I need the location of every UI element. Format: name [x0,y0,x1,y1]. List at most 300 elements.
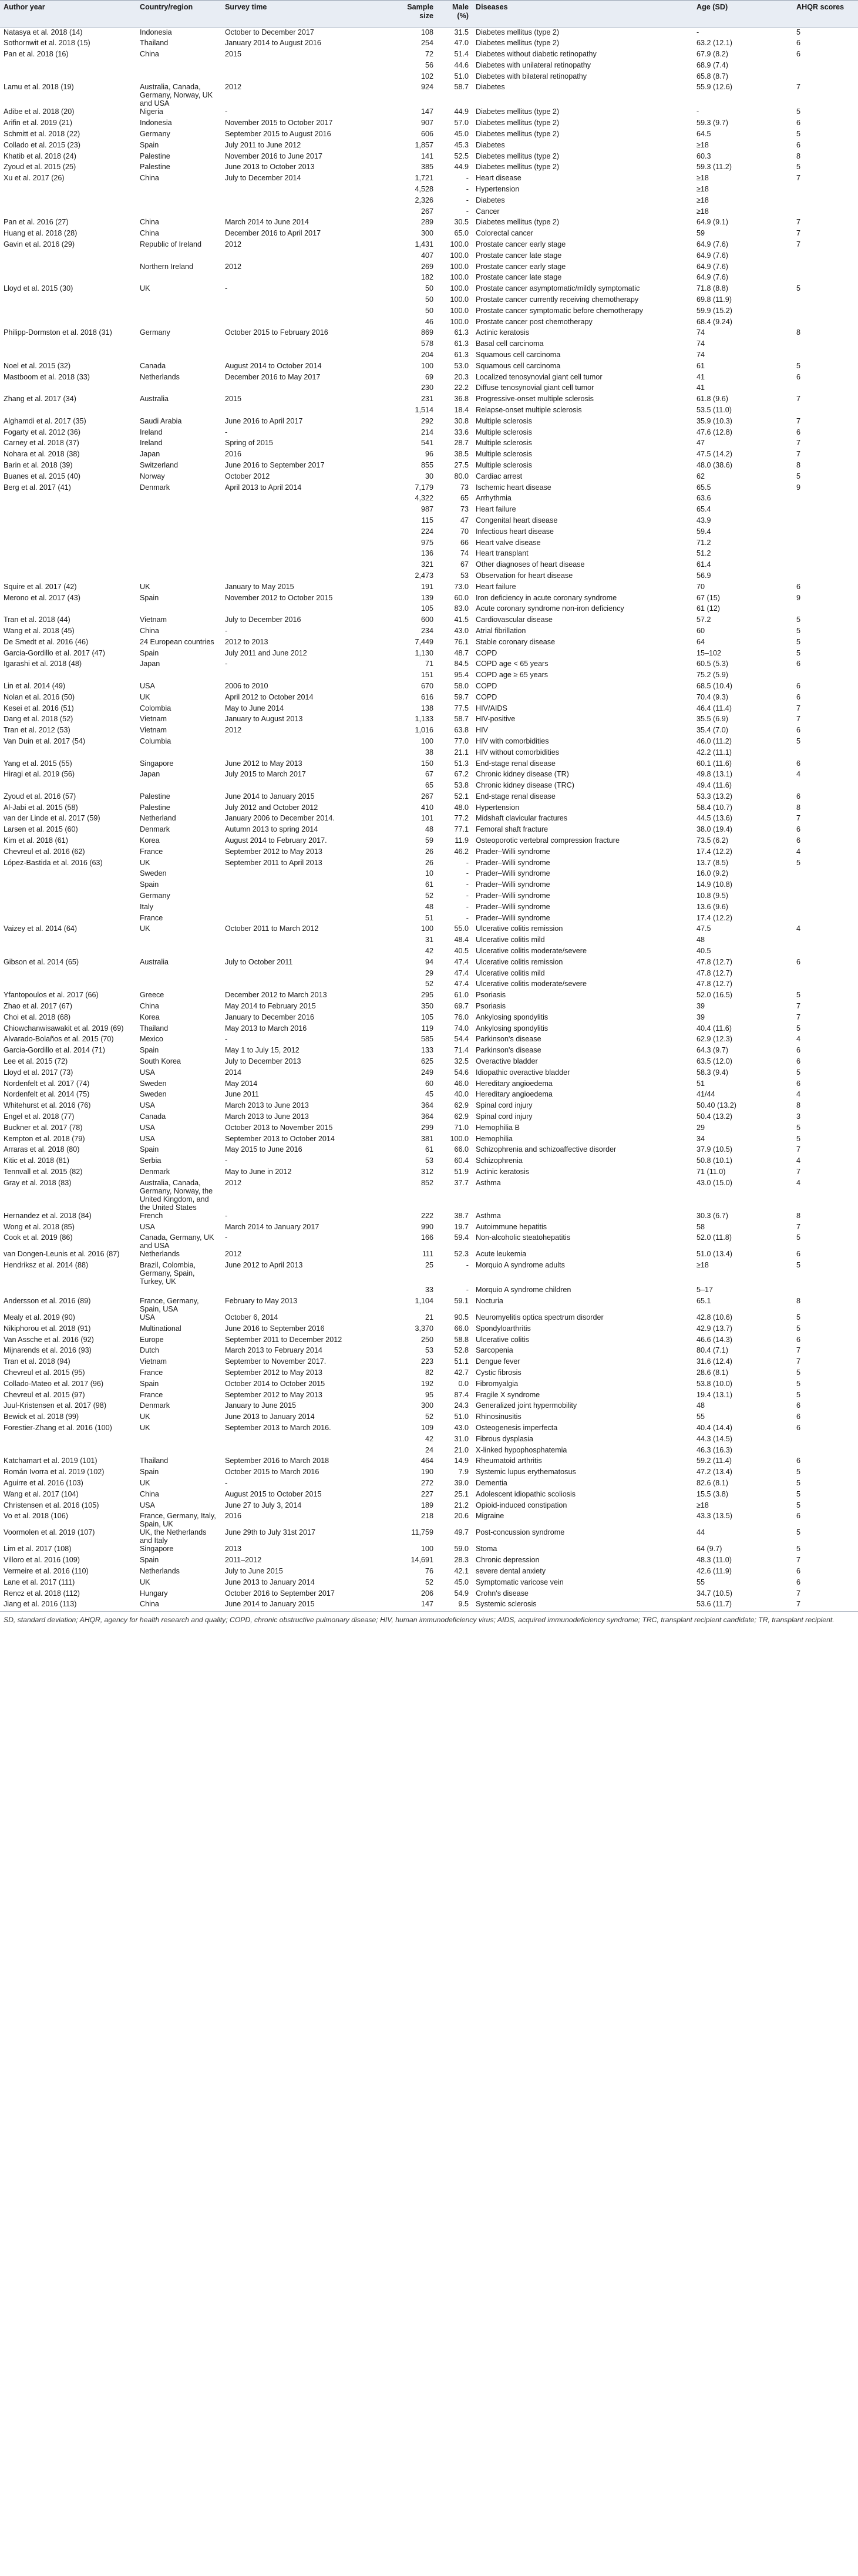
cell-author-year [0,947,136,958]
cell-male-percent: 61.0 [454,991,469,1000]
cell-sample-size: 600 [420,616,433,624]
cell-male-percent: 76.0 [454,1013,469,1021]
cell-age-sd: 40.4 (11.6) [697,1024,732,1033]
cell-country-region [136,273,221,284]
cell-sample-size: 292 [420,416,433,425]
cell-country-region: Nigeria [140,107,163,116]
cell-survey-time: October to December 2017 [225,28,314,36]
cell-sample-size: 852 [420,1178,433,1187]
cell-disease: Diffuse tenosynovial giant cell tumor [476,384,594,392]
cell-country-region: Brazil, Colombia, Germany, Spain, Turkey, UK [140,1261,196,1286]
cell-disease: Congenital heart disease [476,516,558,524]
cell-age-sd: 47.8 (12.7) [697,968,732,977]
cell-disease: Schizophrenia and schizoaffective disorder [476,1145,617,1154]
cell-disease: Prostate cancer late stage [476,251,562,260]
cell-survey-time: June 29th to July 31st 2017 [225,1528,316,1537]
cell-age-sd: 61.8 (9.6) [697,395,728,403]
cell-country-region: Ireland [140,428,163,436]
cell-ahqr-score [793,494,858,505]
table-row [0,1401,858,1413]
cell-author-year: Wang et al. 2018 (45) [4,626,75,635]
cell-survey-time: - [225,428,228,436]
cell-ahqr-score [793,539,858,550]
cell-survey-time: 2012 [225,1178,242,1187]
cell-ahqr-score: 6 [796,1250,801,1259]
cell-male-percent: 38.7 [454,1211,469,1220]
cell-country-region: Republic of Ireland [140,240,202,249]
table-row [0,649,858,660]
cell-sample-size: 222 [420,1211,433,1220]
cell-country-region: USA [140,1068,155,1077]
cell-male-percent: 61.3 [454,339,469,348]
cell-country-region: USA [140,1222,155,1231]
cell-survey-time: March 2013 to June 2013 [225,1101,309,1110]
cell-ahqr-score: 6 [796,1512,801,1521]
cell-sample-size: 321 [420,560,433,569]
cell-disease: Hypertension [476,803,520,812]
cell-disease: Squamous cell carcinoma [476,361,561,370]
cell-author-year: Philipp-Dormston et al. 2018 (31) [4,328,112,337]
cell-survey-time: January to May 2015 [225,582,294,591]
cell-sample-size: 53 [425,1346,433,1355]
table-row [0,174,858,185]
cell-survey-time: - [225,107,228,116]
cell-sample-size: 100 [420,1545,433,1553]
cell-disease: Diabetes mellitus (type 2) [476,163,560,171]
table-row [0,1380,858,1391]
cell-survey-time: June 27 to July 3, 2014 [225,1501,302,1509]
cell-country-region [136,251,221,263]
cell-sample-size: 111 [422,1250,433,1259]
cell-country-region [136,527,221,539]
table-row [0,560,858,571]
cell-age-sd: 46.3 (16.3) [697,1445,732,1454]
cell-country-region [136,318,221,329]
cell-survey-time: - [225,1478,228,1487]
cell-male-percent: 65.0 [454,229,469,238]
cell-author-year: Yfantopoulos et al. 2017 (66) [4,991,99,1000]
cell-author-year: Garcia-Gordillo et al. 2017 (47) [4,648,105,657]
cell-survey-time [221,903,401,914]
table-row [0,1261,858,1286]
cell-survey-time: Spring of 2015 [225,439,273,448]
cell-author-year [0,560,136,571]
cell-author-year: Zyoud et al. 2016 (57) [4,792,76,801]
cell-survey-time: May 2015 to June 2016 [225,1145,302,1154]
cell-ahqr-score [793,263,858,274]
cell-country-region: China [140,50,159,59]
cell-survey-time: March 2014 to June 2014 [225,218,309,227]
cell-survey-time: 2014 [225,1068,242,1077]
cell-age-sd: 62 [697,472,705,480]
cell-disease: Osteogenesis imperfecta [476,1423,558,1432]
cell-age-sd: 15–102 [697,648,722,657]
cell-male-percent: 27.5 [454,460,469,469]
cell-sample-size: 56 [425,60,433,69]
cell-country-region: Sweden [140,1090,167,1099]
cell-age-sd: 64.9 (7.6) [697,273,728,282]
cell-survey-time [221,936,401,947]
table-row [0,1589,858,1600]
cell-survey-time: July 2012 and October 2012 [225,803,318,812]
cell-disease: Heart valve disease [476,538,541,547]
cell-country-region [136,61,221,72]
cell-disease: COPD age < 65 years [476,660,549,668]
table-row [0,1233,858,1250]
cell-disease: Systemic lupus erythematosus [476,1468,576,1477]
table-row [0,704,858,715]
cell-age-sd: 65.4 [697,505,711,514]
cell-survey-time [221,351,401,362]
table-row [0,1578,858,1589]
cell-ahqr-score: 5 [796,991,801,1000]
table-row [0,61,858,72]
cell-survey-time: June 2011 [225,1090,259,1099]
cell-disease: Diabetes mellitus (type 2) [476,152,560,160]
header-age-sd: Age (SD) [693,1,793,28]
cell-survey-time: May 2013 to March 2016 [225,1024,307,1033]
cell-country-region [136,185,221,196]
cell-country-region [136,196,221,207]
cell-country-region: USA [140,1101,155,1110]
cell-country-region: Japan [140,770,160,779]
cell-male-percent: 77.5 [454,704,469,712]
cell-author-year: Chevreul et al. 2015 (97) [4,1390,85,1399]
cell-author-year: Adibe et al. 2018 (20) [4,107,75,116]
cell-sample-size: 76 [425,1566,433,1575]
cell-author-year [0,748,136,759]
cell-age-sd: 68.4 (9.24) [697,317,732,326]
cell-male-percent: 20.3 [454,372,469,381]
cell-survey-time: July to December 2013 [225,1057,301,1066]
cell-country-region: Singapore [140,1545,174,1553]
cell-age-sd: 64.9 (7.6) [697,251,728,260]
cell-male-percent: 20.6 [454,1512,469,1521]
cell-author-year: López-Bastida et al. 2016 (63) [4,858,103,867]
cell-ahqr-score [793,273,858,284]
cell-disease: COPD age ≥ 65 years [476,671,549,680]
cell-age-sd: 48 [697,1401,705,1410]
cell-disease: Actinic keratosis [476,1167,529,1176]
cell-disease: Prader–Willi syndrome [476,858,550,867]
cell-survey-time: January 2014 to August 2016 [225,39,321,48]
cell-age-sd: 50.8 (10.1) [697,1156,732,1165]
cell-disease: Dementia [476,1478,507,1487]
cell-disease: Schizophrenia [476,1156,523,1165]
cell-country-region: Palestine [140,152,170,160]
cell-male-percent: 60.0 [454,593,469,602]
cell-author-year [0,969,136,980]
cell-country-region: USA [140,681,155,690]
cell-age-sd: 63.5 (12.0) [697,1057,732,1066]
cell-sample-size: 105 [420,604,433,613]
cell-male-percent: 31.0 [454,1434,469,1443]
cell-male-percent: 100.0 [450,240,469,249]
cell-sample-size: 312 [420,1167,433,1176]
cell-disease: Prader–Willi syndrome [476,892,550,900]
table-row [0,848,858,859]
cell-age-sd: 31.6 (12.4) [697,1357,732,1366]
cell-ahqr-score: 6 [796,726,801,735]
cell-country-region: Netherland [140,814,176,823]
cell-author-year [0,185,136,196]
cell-ahqr-score [793,748,858,759]
cell-author-year: Alvarado-Bolaños et al. 2015 (70) [4,1035,114,1044]
cell-male-percent: - [466,892,469,900]
cell-ahqr-score: 5 [796,1468,801,1477]
cell-survey-time [221,505,401,516]
cell-author-year: Barin et al. 2018 (39) [4,460,73,469]
cell-author-year: Rencz et al. 2018 (112) [4,1589,80,1598]
cell-male-percent: 74 [460,549,469,558]
cell-disease: Heart disease [476,174,521,183]
cell-sample-size: 61 [425,880,433,889]
cell-age-sd: 43.9 [697,516,711,524]
cell-author-year [0,384,136,395]
cell-male-percent: 90.5 [454,1313,469,1321]
cell-age-sd: 59.9 (15.2) [697,306,732,315]
cell-survey-time [221,72,401,83]
cell-age-sd: 58 [697,1222,705,1231]
cell-disease: Iron deficiency in acute coronary syndrome [476,593,617,602]
cell-ahqr-score [793,406,858,417]
cell-ahqr-score: 5 [796,1233,801,1242]
cell-disease: Ulcerative colitis mild [476,968,545,977]
cell-author-year: Voormolen et al. 2019 (107) [4,1528,95,1537]
cell-disease: Spinal cord injury [476,1101,533,1110]
cell-survey-time: May 2014 [225,1079,258,1088]
cell-author-year [0,318,136,329]
cell-male-percent: 47.4 [454,980,469,988]
cell-survey-time: 2012 [225,726,242,735]
cell-ahqr-score [793,604,858,616]
header-diseases: Diseases [472,1,693,28]
cell-ahqr-score: 4 [796,1035,801,1044]
cell-male-percent: 100.0 [450,284,469,293]
cell-disease: Chronic depression [476,1556,540,1565]
table-row [0,1080,858,1091]
cell-sample-size: 578 [420,339,433,348]
cell-ahqr-score [793,892,858,903]
cell-disease: Heart failure [476,582,516,591]
cell-survey-time: September 2013 to October 2014 [225,1134,335,1143]
cell-ahqr-score: 5 [796,1390,801,1399]
cell-male-percent: 49.7 [454,1528,469,1537]
cell-survey-time [221,318,401,329]
cell-ahqr-score [793,1286,858,1297]
cell-survey-time: - [225,626,228,635]
cell-author-year [0,604,136,616]
cell-sample-size: 105 [420,1013,433,1021]
table-row [0,1057,858,1068]
cell-country-region: UK [140,1578,150,1586]
cell-age-sd: 67.9 (8.2) [697,50,728,59]
cell-ahqr-score: 7 [796,395,801,403]
cell-male-percent: 54.9 [454,1589,469,1598]
cell-age-sd: 70.4 (9.3) [697,692,728,701]
cell-male-percent: 95.4 [454,671,469,680]
cell-disease: End-stage renal disease [476,792,556,801]
table-row [0,307,858,318]
cell-disease: Hereditary angioedema [476,1079,553,1088]
cell-author-year: Zhao et al. 2017 (67) [4,1002,72,1011]
cell-ahqr-score [793,251,858,263]
cell-age-sd: 70 [697,582,705,591]
cell-survey-time: 2011–2012 [225,1556,262,1565]
cell-male-percent: 46.2 [454,847,469,856]
cell-sample-size: 625 [420,1057,433,1066]
cell-author-year: Noel et al. 2015 (32) [4,361,71,370]
cell-disease: Hereditary angioedema [476,1090,553,1099]
cell-age-sd: 61 (12) [697,604,720,613]
cell-age-sd: 65.5 [697,483,711,492]
cell-sample-size: 82 [425,1368,433,1377]
table-row [0,748,858,759]
table-row [0,527,858,539]
cell-ahqr-score: 6 [796,582,801,591]
cell-age-sd: 71 (11.0) [697,1167,726,1176]
cell-country-region: Spain [140,1145,159,1154]
table-row [0,1124,858,1135]
cell-author-year [0,1446,136,1457]
cell-sample-size: 214 [420,428,433,436]
cell-survey-time: August 2014 to February 2017. [225,836,327,845]
cell-ahqr-score: 6 [796,428,801,436]
cell-male-percent: 53 [460,571,469,580]
header-ahqr-scores: AHQR scores [793,1,858,28]
cell-country-region: Multinational [140,1324,181,1333]
cell-male-percent: 58.8 [454,1335,469,1344]
cell-country-region: Netherlands [140,372,180,381]
cell-author-year: Pan et al. 2016 (27) [4,218,69,227]
cell-male-percent: 59.1 [454,1296,469,1305]
cell-ahqr-score: 7 [796,715,801,724]
cell-survey-time: - [225,1156,228,1165]
cell-author-year [0,880,136,892]
cell-author-year: Chevreul et al. 2016 (62) [4,847,85,856]
cell-ahqr-score: 4 [796,924,801,933]
cell-author-year: Chiowchanwisawakit et al. 2019 (69) [4,1024,124,1033]
cell-author-year: van Dongen-Leunis et al. 2016 (87) [4,1250,120,1259]
cell-sample-size: 206 [420,1589,433,1598]
cell-survey-time: January to December 2016 [225,1013,314,1021]
cell-age-sd: 44.3 (14.5) [697,1434,732,1443]
cell-country-region: Serbia [140,1156,161,1165]
cell-age-sd: 46.4 (11.4) [697,704,732,712]
cell-ahqr-score: 7 [796,1357,801,1366]
cell-age-sd: 52.0 (16.5) [697,991,732,1000]
cell-age-sd: 82.6 (8.1) [697,1478,728,1487]
cell-sample-size: 1,130 [415,648,433,657]
cell-disease: HIV-positive [476,715,516,724]
cell-ahqr-score: 7 [796,218,801,227]
cell-survey-time: March 2013 to June 2013 [225,1112,309,1121]
table-row [0,163,858,174]
cell-ahqr-score [793,384,858,395]
cell-sample-size: 204 [420,351,433,359]
cell-ahqr-score: 5 [796,1123,801,1132]
cell-male-percent: 59.7 [454,692,469,701]
cell-author-year [0,251,136,263]
cell-ahqr-score: 6 [796,681,801,690]
cell-author-year: Nordenfelt et al. 2014 (75) [4,1090,90,1099]
cell-country-region: UK, the Netherlands and Italy [140,1528,207,1545]
cell-male-percent: 52.8 [454,1346,469,1355]
cell-country-region: UK [140,1413,150,1421]
cell-survey-time: - [225,660,228,668]
cell-country-region: USA [140,1123,155,1132]
cell-ahqr-score: 7 [796,240,801,249]
cell-sample-size: 151 [420,671,433,680]
cell-survey-time: Autumn 2013 to spring 2014 [225,825,318,834]
cell-author-year [0,307,136,318]
cell-survey-time: January to August 2013 [225,715,303,724]
cell-survey-time: 2012 [225,1250,242,1259]
cell-country-region: Germany [140,130,170,139]
cell-age-sd: ≥18 [697,140,709,149]
cell-survey-time: September 2011 to December 2012 [225,1335,342,1344]
cell-country-region [136,207,221,218]
cell-survey-time [221,339,401,351]
cell-ahqr-score: 5 [796,637,801,646]
cell-ahqr-score: 6 [796,1578,801,1586]
cell-age-sd: 5–17 [697,1286,714,1294]
cell-sample-size: 95 [425,1390,433,1399]
cell-sample-size: 10 [425,869,433,878]
cell-male-percent: 46.0 [454,1079,469,1088]
cell-disease: Colorectal cancer [476,229,533,238]
cell-country-region [136,307,221,318]
cell-sample-size: 585 [420,1035,433,1044]
cell-ahqr-score: 6 [796,1566,801,1575]
table-row [0,671,858,682]
table-row [0,107,858,119]
cell-author-year: Merono et al. 2017 (43) [4,593,80,602]
cell-sample-size: 295 [420,991,433,1000]
cell-age-sd: 40.4 (14.4) [697,1423,732,1432]
cell-ahqr-score: 6 [796,825,801,834]
cell-age-sd: 47 [697,439,705,448]
cell-male-percent: 7.9 [458,1468,469,1477]
cell-country-region: France [140,1368,163,1377]
cell-male-percent: 0.0 [458,1379,469,1388]
table-row [0,859,858,870]
cell-disease: Ankylosing spondylitis [476,1013,549,1021]
cell-sample-size: 407 [420,251,433,260]
cell-sample-size: 869 [420,328,433,337]
table-row [0,229,858,240]
cell-ahqr-score [793,560,858,571]
cell-ahqr-score: 5 [796,1528,801,1537]
cell-author-year: Mastboom et al. 2018 (33) [4,372,90,381]
cell-disease: COPD [476,692,497,701]
cell-male-percent: 66.0 [454,1145,469,1154]
cell-age-sd: 71.8 (8.8) [697,284,728,293]
cell-survey-time [221,781,401,792]
cell-author-year: Vaizey et al. 2014 (64) [4,924,78,933]
cell-country-region: Netherlands [140,1566,180,1575]
cell-sample-size: 670 [420,681,433,690]
cell-age-sd: - [697,28,699,36]
cell-disease: Hemophilia B [476,1123,520,1132]
table-row [0,406,858,417]
cell-ahqr-score [793,969,858,980]
cell-sample-size: 108 [420,28,433,36]
cell-author-year: Cook et al. 2019 (86) [4,1233,73,1242]
table-row [0,1168,858,1179]
cell-author-year: Tran et al. 2018 (94) [4,1357,70,1366]
cell-author-year [0,549,136,560]
